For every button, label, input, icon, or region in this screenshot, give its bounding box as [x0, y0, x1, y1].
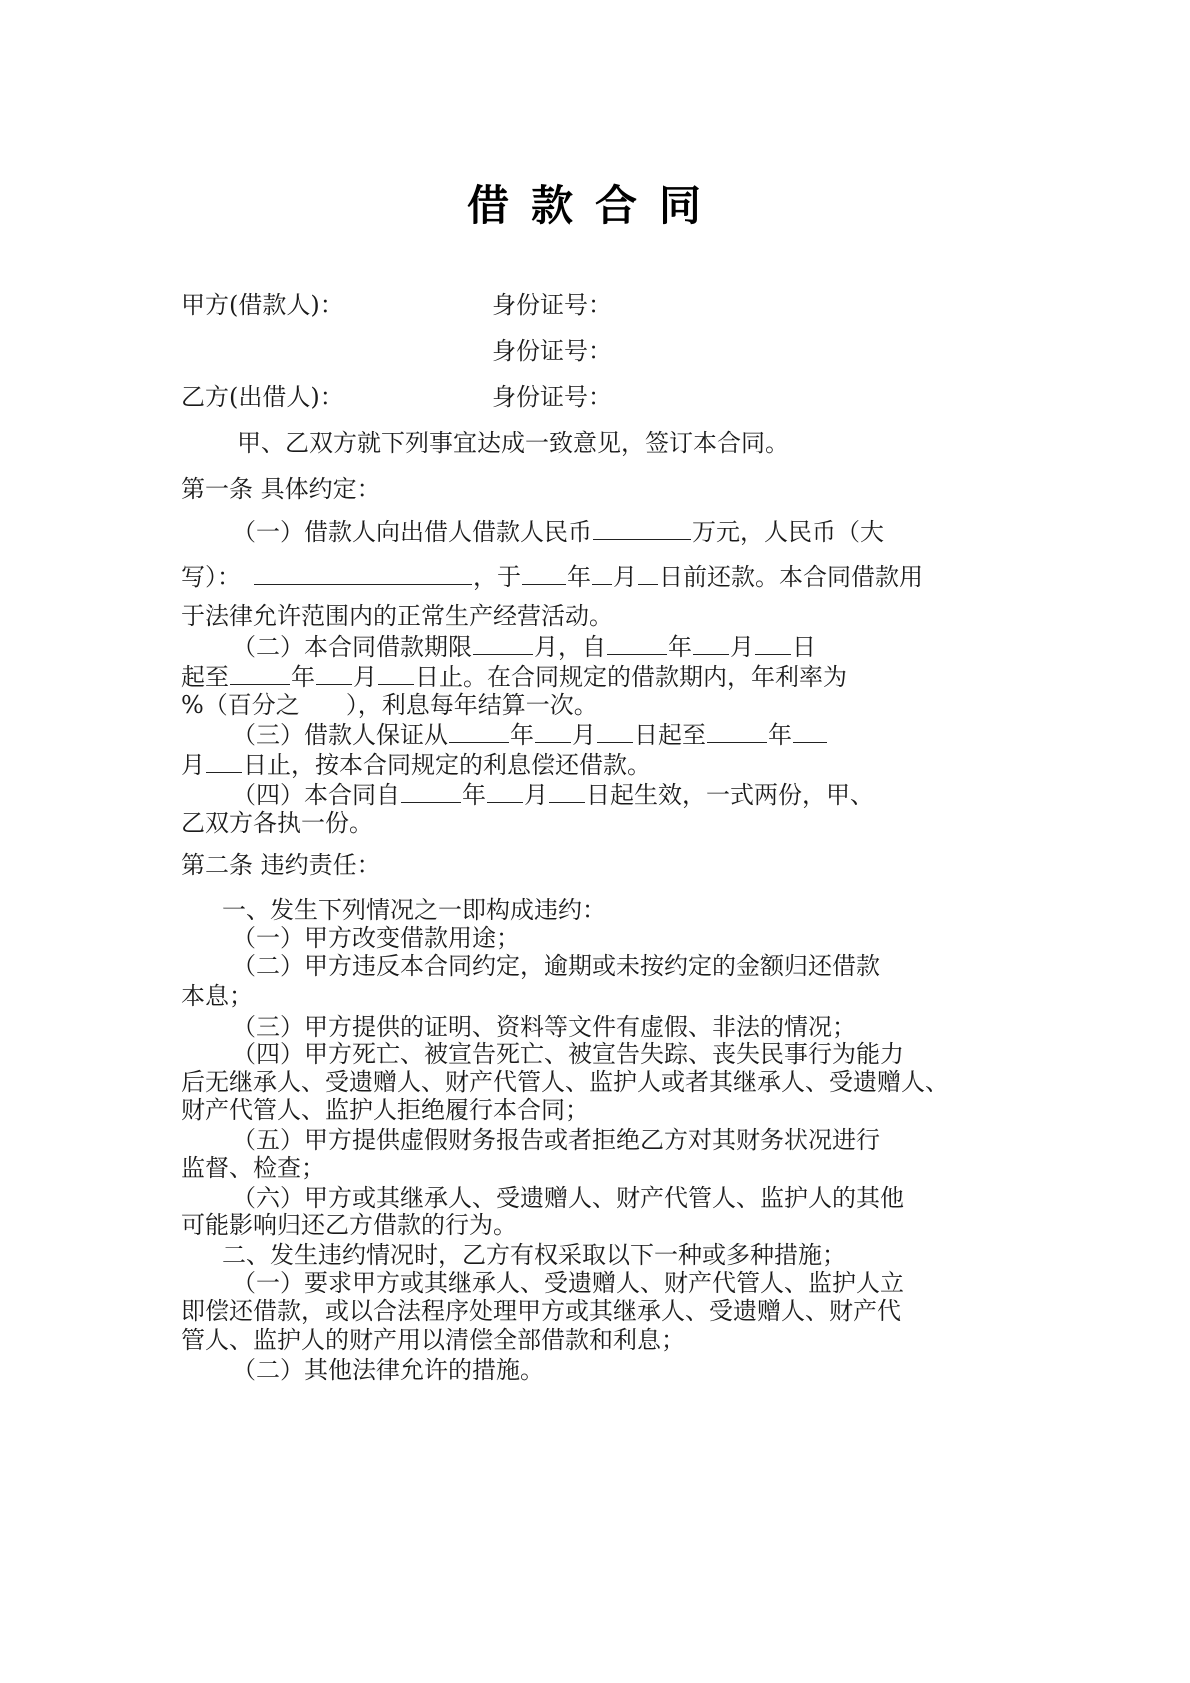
text: 月，自 — [534, 633, 606, 661]
text: 年 — [768, 721, 792, 749]
text: 年 — [510, 721, 534, 749]
breach-item: 可能影响归还乙方借款的行为。 — [181, 1211, 517, 1239]
text: 月 — [181, 751, 205, 779]
text: 日止，按本合同规定的利息偿还借款。 — [243, 751, 651, 779]
text: %（百分之 — [181, 691, 300, 719]
party-b-id-label: 身份证号： — [492, 383, 612, 411]
party-a-id-label: 身份证号： — [492, 291, 612, 319]
measure-item: （二）其他法律允许的措施。 — [232, 1356, 544, 1384]
party-a-label: 甲方(借款人)： — [181, 291, 344, 319]
year-blank[interactable] — [522, 560, 566, 585]
end-year-blank[interactable] — [230, 660, 290, 685]
text: 日 — [792, 633, 816, 661]
text: 日起生效，一式两份，甲、 — [586, 781, 874, 809]
text: 月 — [524, 781, 548, 809]
party-b-label: 乙方(出借人)： — [181, 383, 344, 411]
amount-words-blank[interactable] — [254, 560, 472, 585]
start-year-blank[interactable] — [607, 630, 667, 655]
text: （一）借款人向出借人借款人民币 — [232, 518, 592, 546]
repay-end-month-blank-part[interactable] — [793, 718, 827, 743]
measure-item: 管人、监护人的财产用以清偿全部借款和利息； — [181, 1326, 685, 1354]
breach-item: 财产代管人、监护人拒绝履行本合同； — [181, 1096, 589, 1124]
text: 月 — [730, 633, 754, 661]
article2-section1-heading: 一、发生下列情况之一即构成违约： — [222, 896, 606, 924]
breach-item: （二）甲方违反本合同约定，逾期或未按约定的金额归还借款 — [232, 952, 880, 980]
text: 写）： — [181, 563, 241, 591]
text: 起至 — [181, 663, 229, 691]
text: 日起至 — [634, 721, 706, 749]
start-day-blank[interactable] — [755, 630, 791, 655]
end-day-blank[interactable] — [378, 660, 414, 685]
breach-item: （三）甲方提供的证明、资料等文件有虚假、非法的情况； — [232, 1013, 856, 1041]
breach-item: （一）甲方改变借款用途； — [232, 924, 520, 952]
repay-start-month-blank[interactable] — [535, 718, 571, 743]
document-title: 借款合同 — [466, 181, 723, 230]
term-months-blank[interactable] — [473, 630, 533, 655]
article1-clause2-line1 — [232, 630, 816, 662]
breach-item: （五）甲方提供虚假财务报告或者拒绝乙方对其财务状况进行 — [232, 1126, 880, 1154]
article1-clause3-line1 — [232, 718, 828, 750]
effective-day-blank[interactable] — [549, 778, 585, 803]
text: 年 — [462, 781, 486, 809]
article1-clause2-line3 — [181, 690, 598, 720]
text: （四）本合同自 — [232, 781, 400, 809]
text: 月 — [572, 721, 596, 749]
article1-clause1-line2 — [181, 560, 923, 592]
text: 万元，人民币（大 — [692, 518, 884, 546]
article1-clause3-line2 — [181, 748, 651, 780]
amount-blank[interactable] — [593, 515, 691, 540]
article2-section2-heading: 二、发生违约情况时，乙方有权采取以下一种或多种措施； — [222, 1241, 846, 1269]
text: 年 — [291, 663, 315, 691]
measure-item: （一）要求甲方或其继承人、受遗赠人、财产代管人、监护人立 — [232, 1269, 904, 1297]
article1-clause1-line3: 于法律允许范围内的正常生产经营活动。 — [181, 602, 613, 630]
text: 月 — [613, 563, 637, 591]
article1-clause4-line1 — [232, 778, 874, 810]
repay-start-year-blank[interactable] — [449, 718, 509, 743]
measure-item: 即偿还借款，或以合法程序处理甲方或其继承人、受遗赠人、财产代 — [181, 1297, 901, 1325]
month-blank[interactable] — [592, 560, 612, 585]
text: （二）本合同借款期限 — [232, 633, 472, 661]
repay-end-year-blank[interactable] — [707, 718, 767, 743]
day-blank[interactable] — [638, 560, 658, 585]
start-month-blank[interactable] — [693, 630, 729, 655]
text: 年 — [668, 633, 692, 661]
article1-clause1-line1 — [232, 515, 884, 547]
text: ，于 — [473, 563, 521, 591]
text: ），利息每年结算一次。 — [345, 691, 598, 719]
breach-item: 监督、检查； — [181, 1154, 325, 1182]
repay-start-day-blank[interactable] — [597, 718, 633, 743]
article2-heading: 第二条 违约责任： — [181, 851, 381, 879]
text: 月 — [353, 663, 377, 691]
preamble: 甲、乙双方就下列事宜达成一致意见，签订本合同。 — [237, 429, 789, 457]
breach-item: （四）甲方死亡、被宣告死亡、被宣告失踪、丧失民事行为能力 — [232, 1040, 904, 1068]
end-month-blank[interactable] — [316, 660, 352, 685]
breach-item: 本息； — [181, 982, 253, 1010]
article1-heading: 第一条 具体约定： — [181, 475, 381, 503]
text: 日止。在合同规定的借款期内，年利率为 — [415, 663, 847, 691]
text: （三）借款人保证从 — [232, 721, 448, 749]
breach-item: 后无继承人、受遗赠人、财产代管人、监护人或者其继承人、受遗赠人、 — [181, 1068, 949, 1096]
repay-end-day-blank[interactable] — [206, 748, 242, 773]
article1-clause2-line2 — [181, 660, 847, 692]
text: 年 — [567, 563, 591, 591]
breach-item: （六）甲方或其继承人、受遗赠人、财产代管人、监护人的其他 — [232, 1184, 904, 1212]
text: 日前还款。本合同借款用 — [659, 563, 923, 591]
effective-month-blank[interactable] — [487, 778, 523, 803]
article1-clause4-line2: 乙双方各执一份。 — [181, 809, 373, 837]
party-a2-id-label: 身份证号： — [492, 337, 612, 365]
effective-year-blank[interactable] — [401, 778, 461, 803]
